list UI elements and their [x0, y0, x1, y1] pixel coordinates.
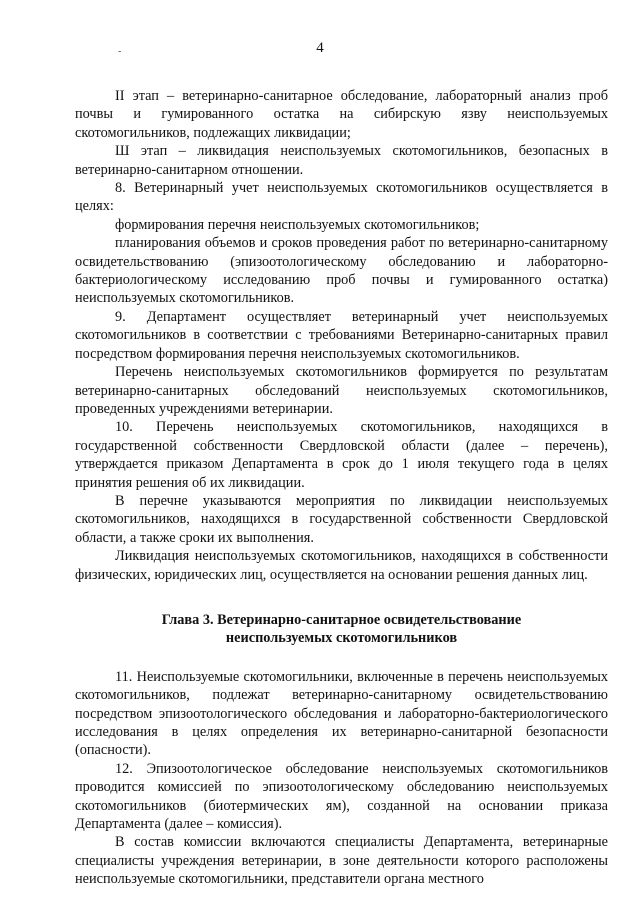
paragraph-9-continued: Перечень неиспользуемых скотомогильников формируется по результатам ветеринарно-санитарных обследований неиспользуемых скотомогильников, проведенных учреждениями ветеринарии.: [75, 364, 608, 417]
paragraph-10: 10. Перечень неиспользуемых скотомогильников, находящихся в государственной собственности Свердловской области (далее – перечень), утверждается приказом Департамента в срок до 1 июля текущего года в целях принятия решения об их ликвидации.: [75, 419, 608, 491]
page-number: 4: [316, 40, 324, 56]
paragraph-12-commission: В состав комиссии включаются специалисты Департамента, ветеринарные специалисты учреждения ветеринарии, в зоне деятельности которого расположены неиспользуемые скотомогильники, представители органа местного: [75, 834, 608, 888]
paragraph-11: 11. Неиспользуемые скотомогильники, включенные в перечень неиспользуемых скотомогильников, подлежат ветеринарно-санитарному освидетельствованию посредством эпизоотологического обследования и лабораторно-бактериологического исследования в целях определения их ветеринарно-санитарной безопасности (опасности).: [75, 668, 608, 759]
paragraph-8-item-1: формирования перечня неиспользуемых скотомогильников;: [115, 216, 480, 233]
paragraph-stage-3: Ш этап – ликвидация неиспользуемых скотомогильников, безопасных в ветеринарно-санитарном отношении.: [75, 143, 608, 178]
chapter-heading-line-2: неиспользуемых скотомогильников: [225, 630, 458, 647]
corner-mark: -: [118, 46, 122, 57]
paragraph-9: 9. Департамент осуществляет ветеринарный учет неиспользуемых скотомогильников в соответствии с требованиями Ветеринарно-санитарных правил посредством формирования перечня неиспользуемых скотомогильников.: [75, 308, 608, 362]
chapter-heading: [75, 611, 608, 648]
paragraph-12: 12. Эпизоотологическое обследование неиспользуемых скотомогильников проводится комиссией по эпизоотологическому обследованию неиспользуемых скотомогильников (биотермических ям), созданной на основании приказа Департамента (далее – комиссия).: [75, 760, 608, 833]
paragraph-8: 8. Ветеринарный учет неиспользуемых скотомогильников осуществляется в целях:: [75, 180, 608, 215]
paragraph-10-measures: В перечне указываются мероприятия по ликвидации неиспользуемых скотомогильников, находящихся в государственной собственности Свердловской области, а также сроки их выполнения.: [75, 492, 608, 546]
paragraph-10-liquidation: Ликвидация неиспользуемых скотомогильников, находящихся в собственности физических, юридических лиц, осуществляется на основании решения данных лиц.: [75, 548, 608, 583]
document-body: [75, 87, 608, 889]
paragraph-stage-2: II этап – ветеринарно-санитарное обследование, лабораторный анализ проб почвы и гумированного остатка на сибирскую язву неиспользуемых скотомогильников, подлежащих ликвидации;: [75, 88, 608, 141]
chapter-heading-line-1: Глава 3. Ветеринарно-санитарное освидетельствование: [161, 611, 522, 628]
paragraph-8-item-2: планирования объемов и сроков проведения работ по ветеринарно-санитарному освидетельствованию (эпизоотологическому обследованию и лабораторно-бактериологическому исследованию проб почвы и гумированного остатка) неиспользуемых скотомогильников.: [75, 235, 608, 307]
